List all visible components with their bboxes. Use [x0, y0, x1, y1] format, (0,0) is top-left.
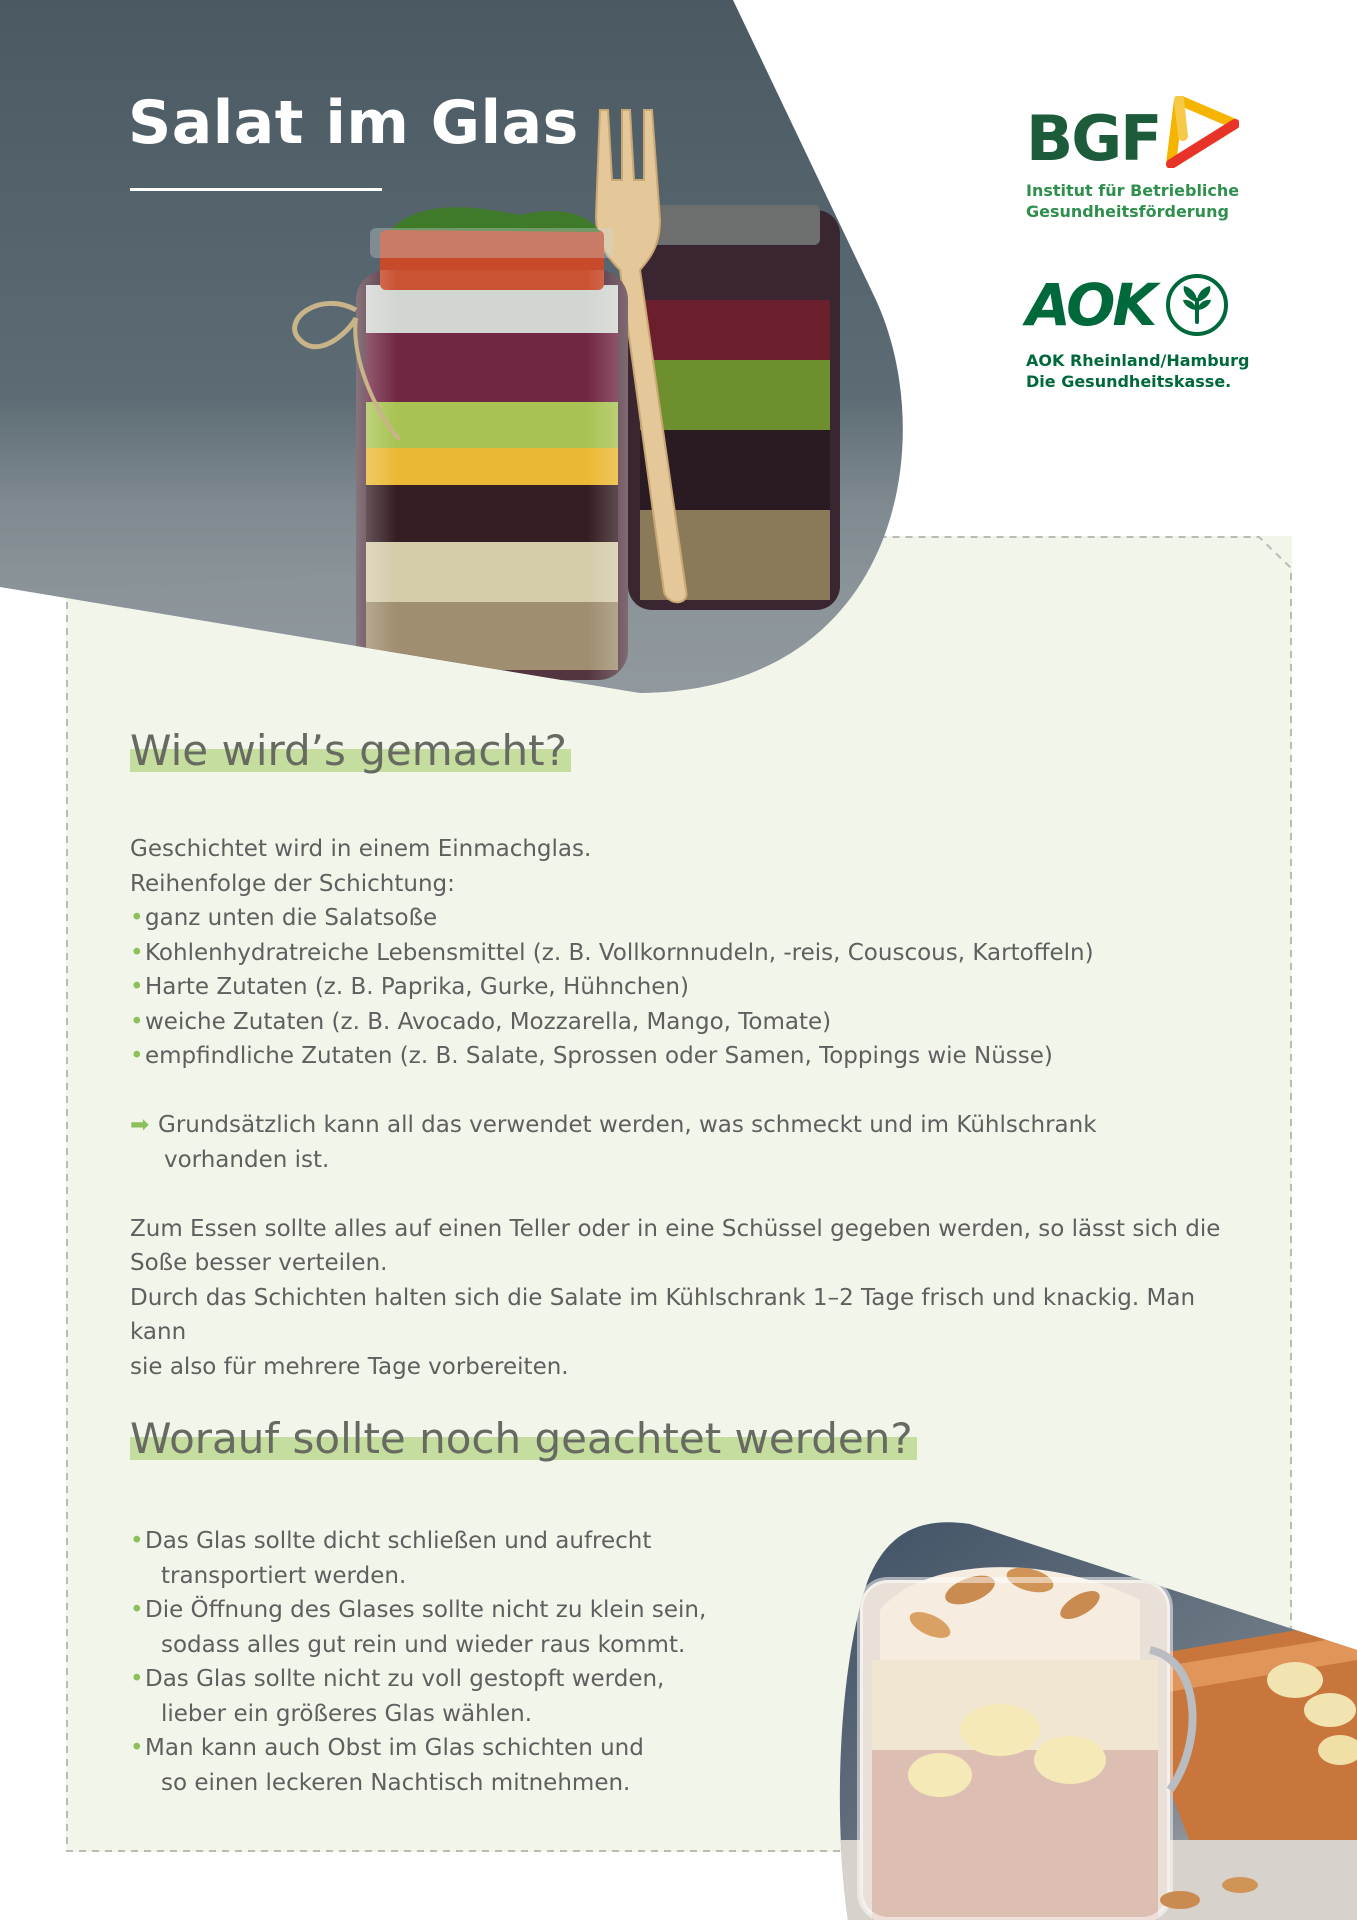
tip-list-item [130, 1524, 750, 1593]
serving-paragraph-line-1: Zum Essen sollte alles auf einen Teller oder in eine Schüssel gegeben werden, so lässt sich die [130, 1215, 1221, 1242]
aok-logo [1026, 272, 1326, 338]
tree-circle-icon [1164, 272, 1230, 338]
tip-note [130, 1108, 1250, 1177]
title-underline [130, 188, 382, 191]
tip-list-item-line-1: Die Öffnung des Glases sollte nicht zu klein sein, [145, 1597, 707, 1623]
section-1-body [130, 832, 1250, 1384]
storage-paragraph-line-2: sie also für mehrere Tage vorbereiten. [130, 1353, 569, 1380]
layer-list-item: • ganz unten die Salatsoße [130, 901, 1250, 936]
aok-subtitle [1026, 350, 1326, 392]
tip-list-item-line-2: lieber ein größeres Glas wählen. [161, 1700, 533, 1727]
tip-note-line-1: Grundsätzlich kann all das verwendet werden, was schmeckt und im Kühlschrank [158, 1112, 1097, 1138]
intro-line-2: Reihenfolge der Schichtung: [130, 870, 455, 897]
storage-paragraph-line-1: Durch das Schichten halten sich die Salate im Kühlschrank 1–2 Tage frisch und knackig. Man kann [130, 1284, 1196, 1345]
tip-list-item-line-1: Das Glas sollte dicht schließen und aufrecht [145, 1528, 652, 1554]
bgf-logo [1026, 96, 1326, 175]
aok-wordmark: AOK [1026, 271, 1155, 339]
serving-paragraph-line-2: Soße besser verteilen. [130, 1250, 388, 1276]
layer-list-item: • Harte Zutaten (z. B. Paprika, Gurke, Hühnchen) [130, 970, 1250, 1005]
tip-list-item [130, 1731, 750, 1800]
oats-jar-photo [820, 1510, 1357, 1920]
tip-note-line-2: vorhanden ist. [164, 1146, 330, 1173]
layer-list-item: • weiche Zutaten (z. B. Avocado, Mozzarella, Mango, Tomate) [130, 1005, 1250, 1040]
tip-list-item [130, 1662, 750, 1731]
tip-list-item [130, 1593, 750, 1662]
arrow-right-icon: ➡ [130, 1112, 150, 1138]
layer-list-item: • empfindliche Zutaten (z. B. Salate, Sprossen oder Samen, Toppings wie Nüsse) [130, 1039, 1250, 1074]
page-title: Salat im Glas [128, 88, 579, 158]
tip-list-item-line-1: Das Glas sollte nicht zu voll gestopft werden, [145, 1666, 665, 1692]
tip-list-item-line-2: so einen leckeren Nachtisch mitnehmen. [161, 1769, 631, 1796]
bgf-subtitle-line-1: Institut für Betriebliche [1026, 181, 1240, 200]
triangle-arrow-icon [1165, 96, 1239, 168]
aok-subtitle-line-2: Die Gesundheitskasse. [1026, 372, 1232, 391]
logo-block [1026, 96, 1326, 392]
section-1-heading: Wie wird’s gemacht? [130, 730, 571, 772]
bgf-wordmark: BGF [1026, 102, 1161, 175]
section-2-body [130, 1524, 750, 1800]
section-2-heading-wrap [130, 1414, 1250, 1463]
layer-list-item: • Kohlenhydratreiche Lebensmittel (z. B. Vollkornnudeln, -reis, Couscous, Kartoffeln) [130, 936, 1250, 971]
aok-subtitle-line-1: AOK Rheinland/Hamburg [1026, 351, 1250, 370]
section-2-heading: Worauf sollte noch geachtet werden? [130, 1418, 917, 1460]
bgf-subtitle [1026, 180, 1326, 222]
bgf-subtitle-line-2: Gesundheitsförderung [1026, 202, 1229, 221]
tip-list-item-line-2: transportiert werden. [161, 1562, 407, 1589]
tip-list-item-line-2: sodass alles gut rein und wieder raus kommt. [161, 1631, 686, 1658]
intro-line-1: Geschichtet wird in einem Einmachglas. [130, 836, 592, 862]
tip-list-item-line-1: Man kann auch Obst im Glas schichten und [145, 1735, 644, 1761]
section-1-heading-wrap [130, 726, 1250, 775]
